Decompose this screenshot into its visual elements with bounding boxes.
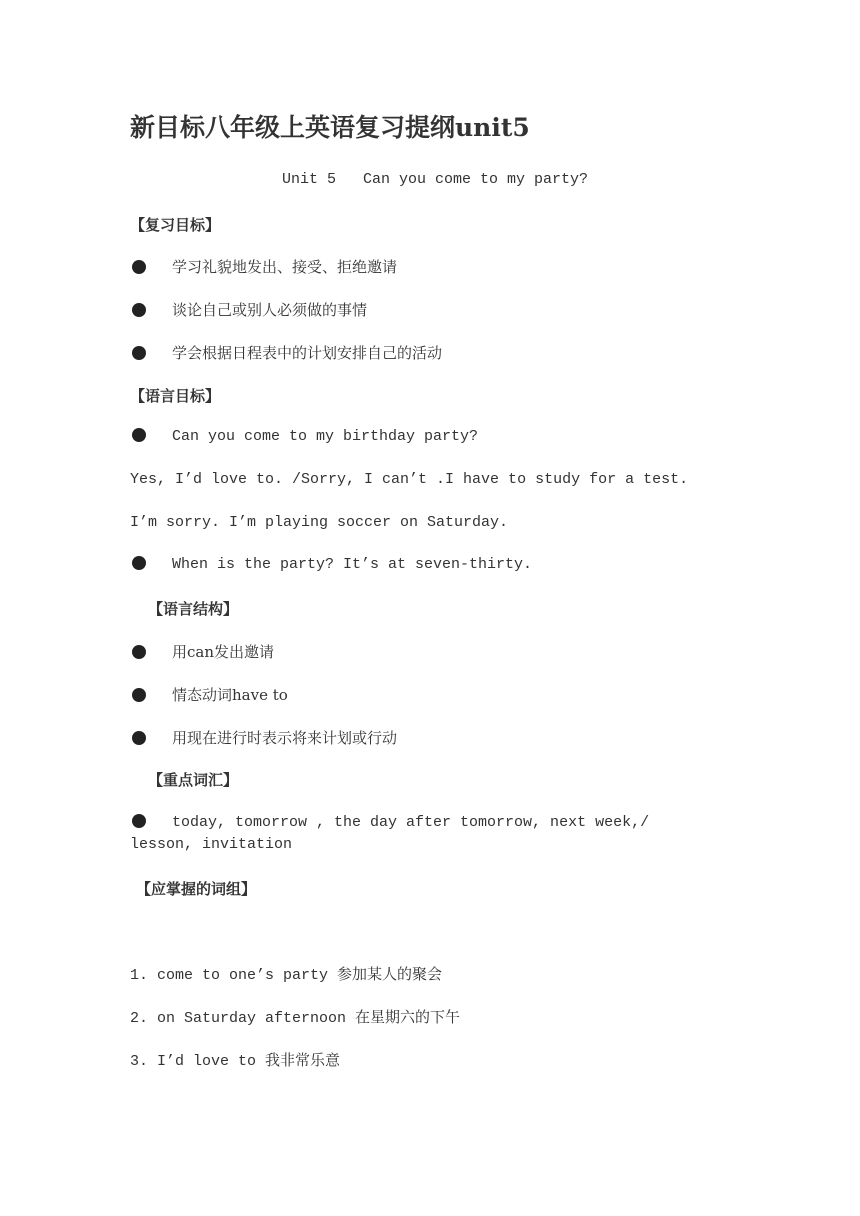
phrase-item: 1. come to one’s party 参加某人的聚会 <box>130 967 443 984</box>
section-heading-review-goals: 【复习目标】 <box>130 216 221 234</box>
list-item <box>130 727 397 748</box>
list-item-text: When is the party? It’s at seven-thirty. <box>172 556 533 573</box>
bullet-icon <box>132 645 146 659</box>
vocab-paragraph <box>130 812 710 856</box>
section-heading-language-structure: 【语言结构】 <box>148 600 239 618</box>
list-item <box>130 556 532 573</box>
bullet-icon <box>132 303 146 317</box>
phrase-item: 3. I’d love to 我非常乐意 <box>130 1053 341 1070</box>
list-item <box>130 256 397 277</box>
list-item-text: 情态动词have to <box>172 686 288 704</box>
bullet-icon <box>132 346 146 360</box>
list-item <box>130 684 288 705</box>
list-item <box>130 299 367 320</box>
list-item <box>130 641 274 662</box>
list-item-text: Can you come to my birthday party? <box>172 428 479 445</box>
list-item-text: 学习礼貌地发出、接受、拒绝邀请 <box>172 258 398 276</box>
list-item-text: 用can发出邀请 <box>172 643 275 661</box>
section-heading-phrases: 【应掌握的词组】 <box>136 880 257 898</box>
example-sentence: I’m sorry. I’m playing soccer on Saturday. <box>130 514 509 531</box>
example-sentence: Yes, I’d love to. /Sorry, I can’t .I have to study for a test. <box>130 471 689 488</box>
bullet-icon <box>132 556 146 570</box>
bullet-icon <box>132 260 146 274</box>
phrase-item: 2. on Saturday afternoon 在星期六的下午 <box>130 1010 461 1027</box>
list-item <box>130 342 442 363</box>
section-heading-key-vocab: 【重点词汇】 <box>148 771 239 789</box>
section-heading-language-goals: 【语言目标】 <box>130 387 221 405</box>
page-title: 新目标八年级上英语复习提纲unit5 <box>130 113 530 142</box>
bullet-icon <box>132 428 146 442</box>
bullet-icon <box>132 814 146 828</box>
list-item-text: 学会根据日程表中的计划安排自己的活动 <box>172 344 443 362</box>
unit-subtitle: Unit 5 Can you come to my party? <box>282 171 589 188</box>
list-item <box>130 428 478 445</box>
bullet-icon <box>132 688 146 702</box>
list-item-text: 谈论自己或别人必须做的事情 <box>172 301 368 319</box>
vocab-text: today, tomorrow , the day after tomorrow, next week,/ lesson, invitation <box>130 814 650 853</box>
list-item-text: 用现在进行时表示将来计划或行动 <box>172 729 398 747</box>
bullet-icon <box>132 731 146 745</box>
